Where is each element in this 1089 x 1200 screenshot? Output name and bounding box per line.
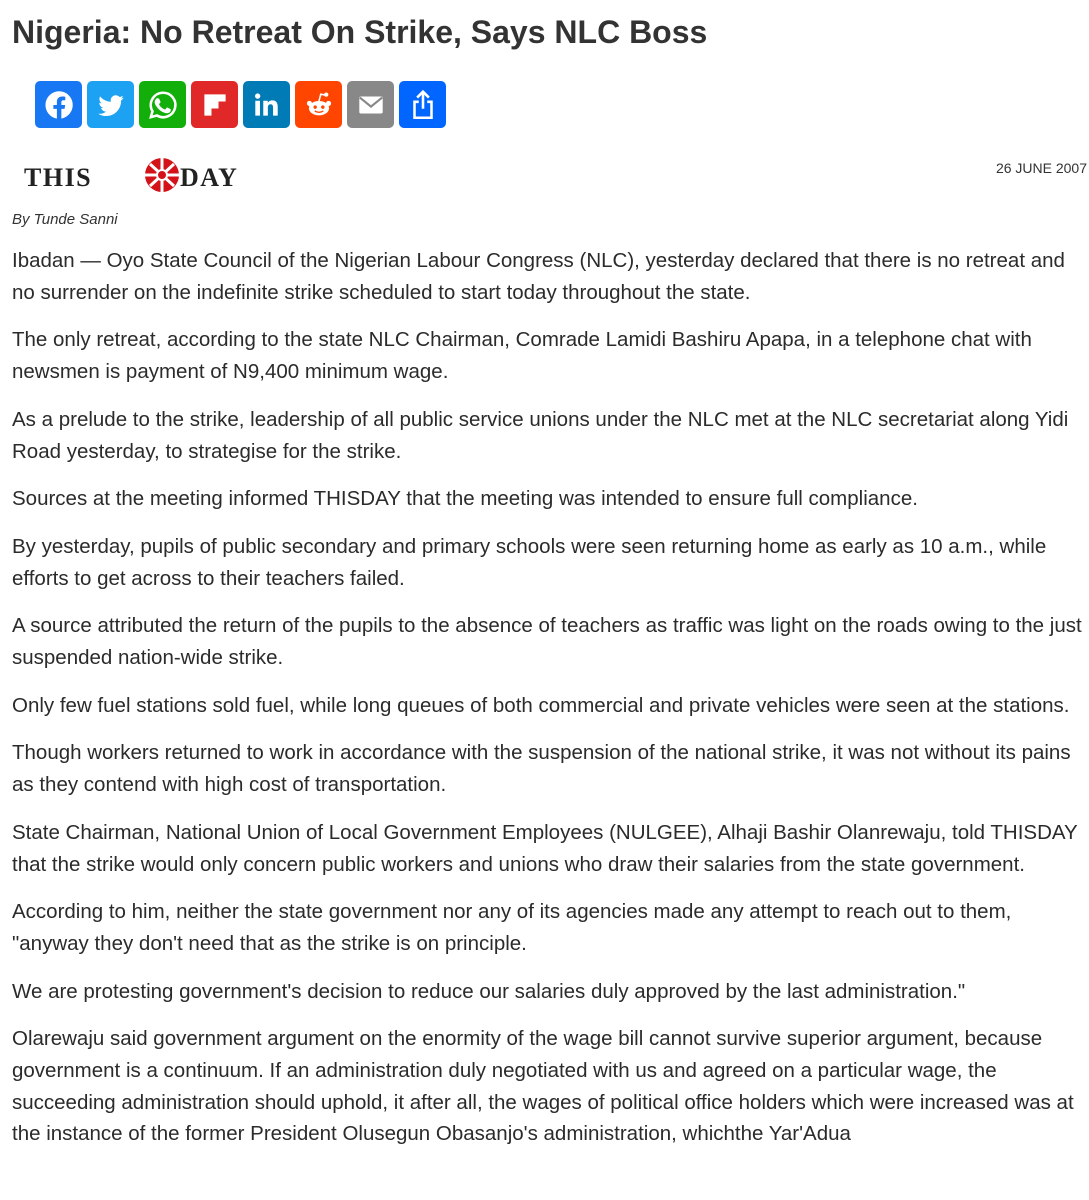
paragraph: Ibadan — Oyo State Council of the Nigerian Labour Congress (NLC), yesterday declared that there is no retreat and no surrender on the indefinite strike scheduled to start today throughout the state. xyxy=(12,249,1065,304)
article-date: 26 JUNE 2007 xyxy=(995,160,1087,176)
article-title: Nigeria: No Retreat On Strike, Says NLC Boss xyxy=(12,14,708,50)
share-generic-button[interactable] xyxy=(399,81,446,128)
share-facebook-button[interactable] xyxy=(35,81,82,128)
whatsapp-icon xyxy=(146,88,180,122)
share-bar xyxy=(35,81,446,128)
article-body xyxy=(12,245,1087,1166)
facebook-icon xyxy=(42,88,76,122)
logo-emblem xyxy=(145,158,179,192)
twitter-icon xyxy=(94,88,128,122)
email-icon xyxy=(354,88,388,122)
paragraph: Only few fuel stations sold fuel, while long queues of both commercial and private vehicles were seen at the stations. xyxy=(12,693,1070,717)
share-twitter-button[interactable] xyxy=(87,81,134,128)
share-reddit-button[interactable] xyxy=(295,81,342,128)
share-email-button[interactable] xyxy=(347,81,394,128)
share-linkedin-button[interactable] xyxy=(243,81,290,128)
logo-text-left: THIS xyxy=(24,163,93,192)
share-icon xyxy=(406,88,440,122)
paragraph: By yesterday, pupils of public secondary and primary schools were seen returning home as early as 10 a.m., while efforts to get across to their teachers failed. xyxy=(12,534,1047,590)
paragraph: Sources at the meeting informed THISDAY that the meeting was intended to ensure full compliance. xyxy=(12,487,918,511)
paragraph: As a prelude to the strike, leadership of all public service unions under the NLC met at the NLC secretariat along Yidi Road yesterday, to strategise for the strike. xyxy=(12,407,1069,463)
paragraph: Though workers returned to work in accordance with the suspension of the national strike, it was not without its pains as they contend with high cost of transportation. xyxy=(12,741,1071,797)
thisday-logo xyxy=(22,155,267,195)
reddit-icon xyxy=(302,88,336,122)
flipboard-icon xyxy=(198,88,232,122)
paragraph: A source attributed the return of the pupils to the absence of teachers as traffic was light on the roads owing to the just suspended nation-wide strike. xyxy=(12,614,1082,670)
paragraph: Olarewaju said government argument on the enormity of the wage bill cannot survive superior argument, because government is a continuum. If an administration duly negotiated with us and agreed on a particular wage, the succeeding administration should uphold, it after all, the wages of political office holders which were increased was at the instance of the former President Olusegun Obasanjo's administration, whichthe Yar'Adua xyxy=(12,1027,1074,1146)
paragraph: We are protesting government's decision to reduce our salaries duly approved by the last administration." xyxy=(12,979,966,1003)
paragraph: The only retreat, according to the state NLC Chairman, Comrade Lamidi Bashiru Apapa, in a telephone chat with newsmen is payment of N9,400 minimum wage. xyxy=(12,328,1032,384)
article-byline: By Tunde Sanni xyxy=(12,211,118,228)
share-flipboard-button[interactable] xyxy=(191,81,238,128)
paragraph: State Chairman, National Union of Local Government Employees (NULGEE), Alhaji Bashir Olanrewaju, told THISDAY that the strike would only concern public workers and unions who draw their salaries from the state government. xyxy=(12,820,1078,876)
logo-text-right: DAY xyxy=(180,163,239,192)
share-whatsapp-button[interactable] xyxy=(139,81,186,128)
linkedin-icon xyxy=(250,88,284,122)
paragraph: According to him, neither the state government nor any of its agencies made any attempt to reach out to them, "anyway they don't need that as the strike is on principle. xyxy=(12,900,1012,955)
